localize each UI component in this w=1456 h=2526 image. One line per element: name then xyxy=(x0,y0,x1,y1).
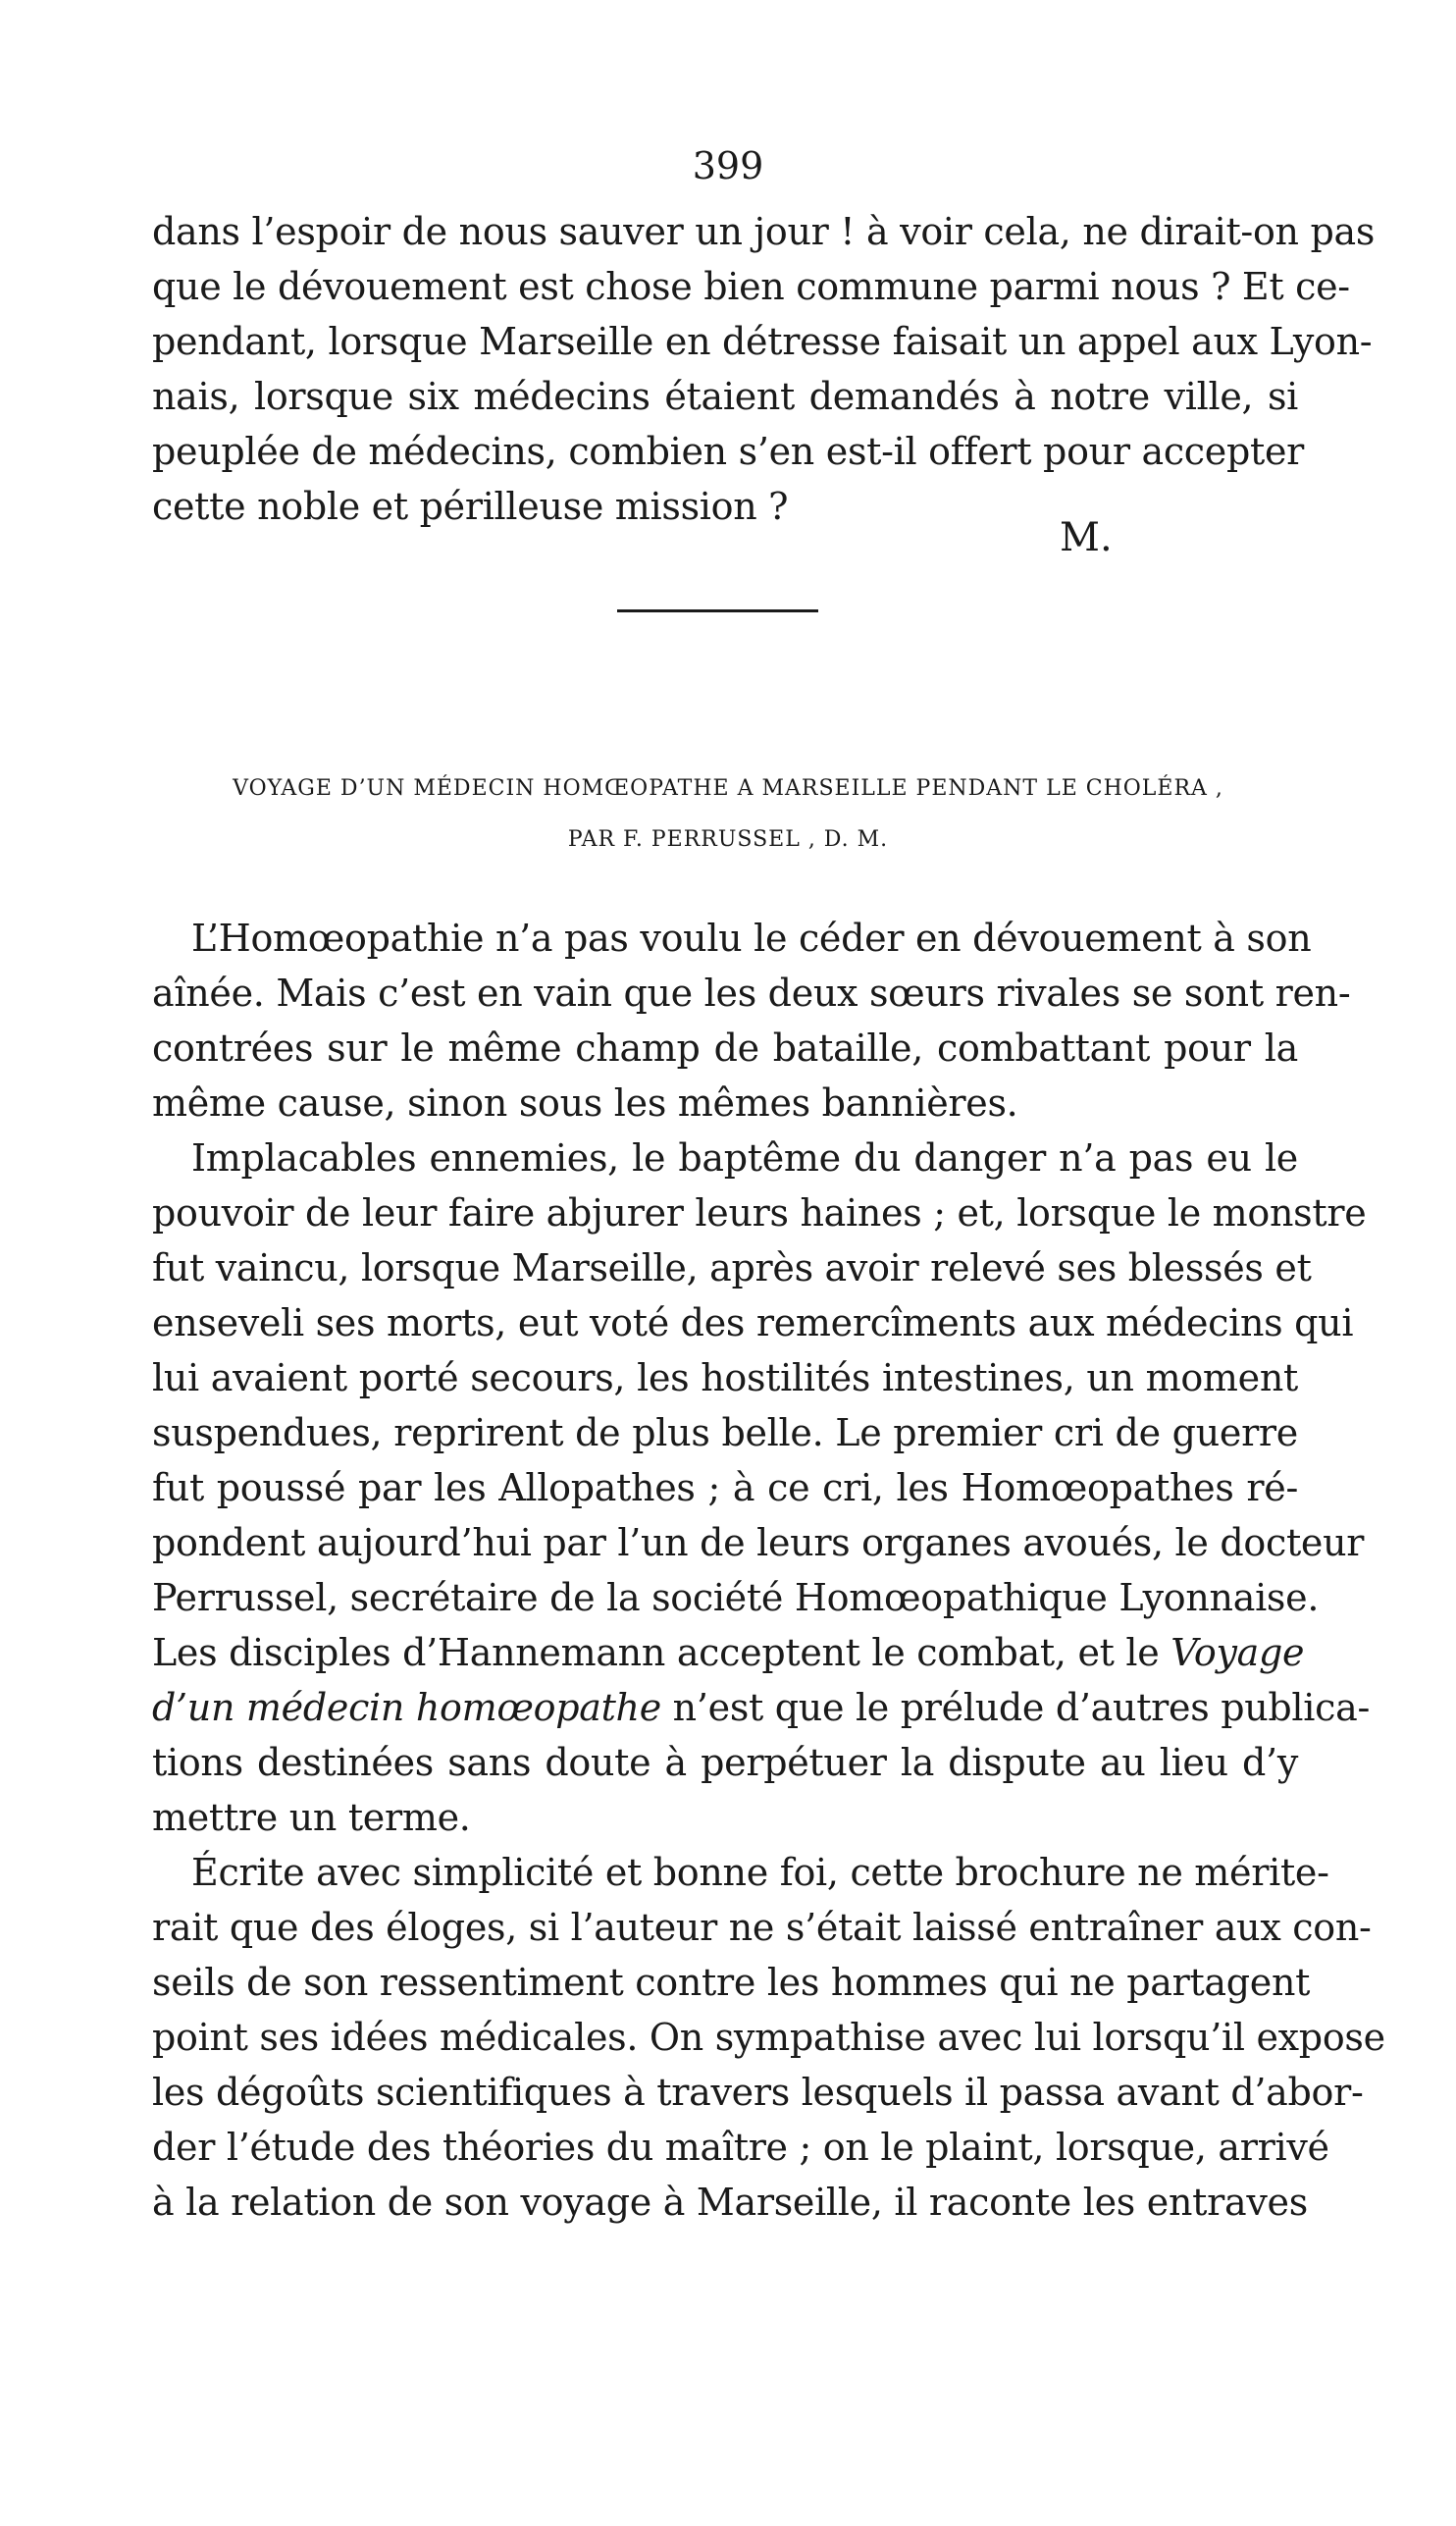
signature: M. xyxy=(1060,515,1113,560)
text-line: pondent aujourd’hui par l’un de leurs organes avoués, le docteur xyxy=(152,1521,1365,1564)
text-line: suspendues, reprirent de plus belle. Le premier cri de guerre xyxy=(152,1411,1298,1454)
text-line: aînée. Mais c’est en vain que les deux sœurs rivales se sont ren- xyxy=(152,972,1351,1015)
text-line: pendant, lorsque Marseille en détresse faisait un appel aux Lyon- xyxy=(152,320,1373,363)
text-line: point ses idées médicales. On sympathise avec lui lorsqu’il expose xyxy=(152,2016,1385,2059)
text-line: nais, lorsque six médecins étaient demandés à notre ville, si xyxy=(152,375,1298,418)
italic-title: d’un médecin homœopathe xyxy=(152,1686,661,1729)
text-line: les dégoûts scientifiques à travers lesquels il passa avant d’abor- xyxy=(152,2071,1364,2114)
text-segment: n’est que le prélude d’autres publica- xyxy=(660,1686,1371,1729)
text-line: Implacables ennemies, le baptême du danger n’a pas eu le xyxy=(191,1136,1298,1180)
text-line: cette noble et périlleuse mission ? xyxy=(152,485,789,528)
text-line: Écrite avec simplicité et bonne foi, cette brochure ne mérite- xyxy=(191,1851,1329,1894)
text-line: peuplée de médecins, combien s’en est-il offert pour accepter xyxy=(152,430,1305,473)
text-line xyxy=(152,1680,1371,1735)
text-line: tions destinées sans doute à perpétuer la dispute au lieu d’y xyxy=(152,1741,1298,1784)
text-line: lui avaient porté secours, les hostilités intestines, un moment xyxy=(152,1356,1298,1399)
text-line: que le dévouement est chose bien commune parmi nous ? Et ce- xyxy=(152,265,1350,308)
section-divider xyxy=(617,609,818,612)
text-line: dans l’espoir de nous sauver un jour ! à voir cela, ne dirait-on pas xyxy=(152,210,1376,253)
article-title-line-1: VOYAGE D’UN MÉDECIN HOMŒOPATHE A MARSEILLE PENDANT LE CHOLÉRA , xyxy=(233,776,1223,801)
text-line: mettre un terme. xyxy=(152,1796,471,1839)
page-number: 399 xyxy=(692,144,764,187)
text-line: rait que des éloges, si l’auteur ne s’était laissé entraîner aux con- xyxy=(152,1906,1372,1949)
text-line: Perrussel, secrétaire de la société Homœopathique Lyonnaise. xyxy=(152,1576,1320,1619)
text-line: fut poussé par les Allopathes ; à ce cri, les Homœopathes ré- xyxy=(152,1466,1298,1509)
text-line xyxy=(152,1625,1305,1680)
text-line: der l’étude des théories du maître ; on le plaint, lorsque, arrivé xyxy=(152,2126,1329,2169)
text-line: même cause, sinon sous les mêmes bannières. xyxy=(152,1081,1018,1125)
italic-title: Voyage xyxy=(1170,1631,1305,1674)
text-line: seils de son ressentiment contre les hommes qui ne partagent xyxy=(152,1961,1311,2004)
article-title-line-2: PAR F. PERRUSSEL , D. M. xyxy=(567,827,889,852)
text-line: pouvoir de leur faire abjurer leurs haines ; et, lorsque le monstre xyxy=(152,1191,1367,1235)
text-line: fut vaincu, lorsque Marseille, après avoir relevé ses blessés et xyxy=(152,1246,1312,1289)
text-segment: Les disciples d’Hannemann acceptent le combat, et le xyxy=(152,1631,1171,1674)
text-line: enseveli ses morts, eut voté des remercîments aux médecins qui xyxy=(152,1301,1354,1344)
text-line: à la relation de son voyage à Marseille, il raconte les entraves xyxy=(152,2181,1308,2224)
text-line: contrées sur le même champ de bataille, combattant pour la xyxy=(152,1026,1298,1070)
text-line: L’Homœopathie n’a pas voulu le céder en dévouement à son xyxy=(191,917,1312,960)
